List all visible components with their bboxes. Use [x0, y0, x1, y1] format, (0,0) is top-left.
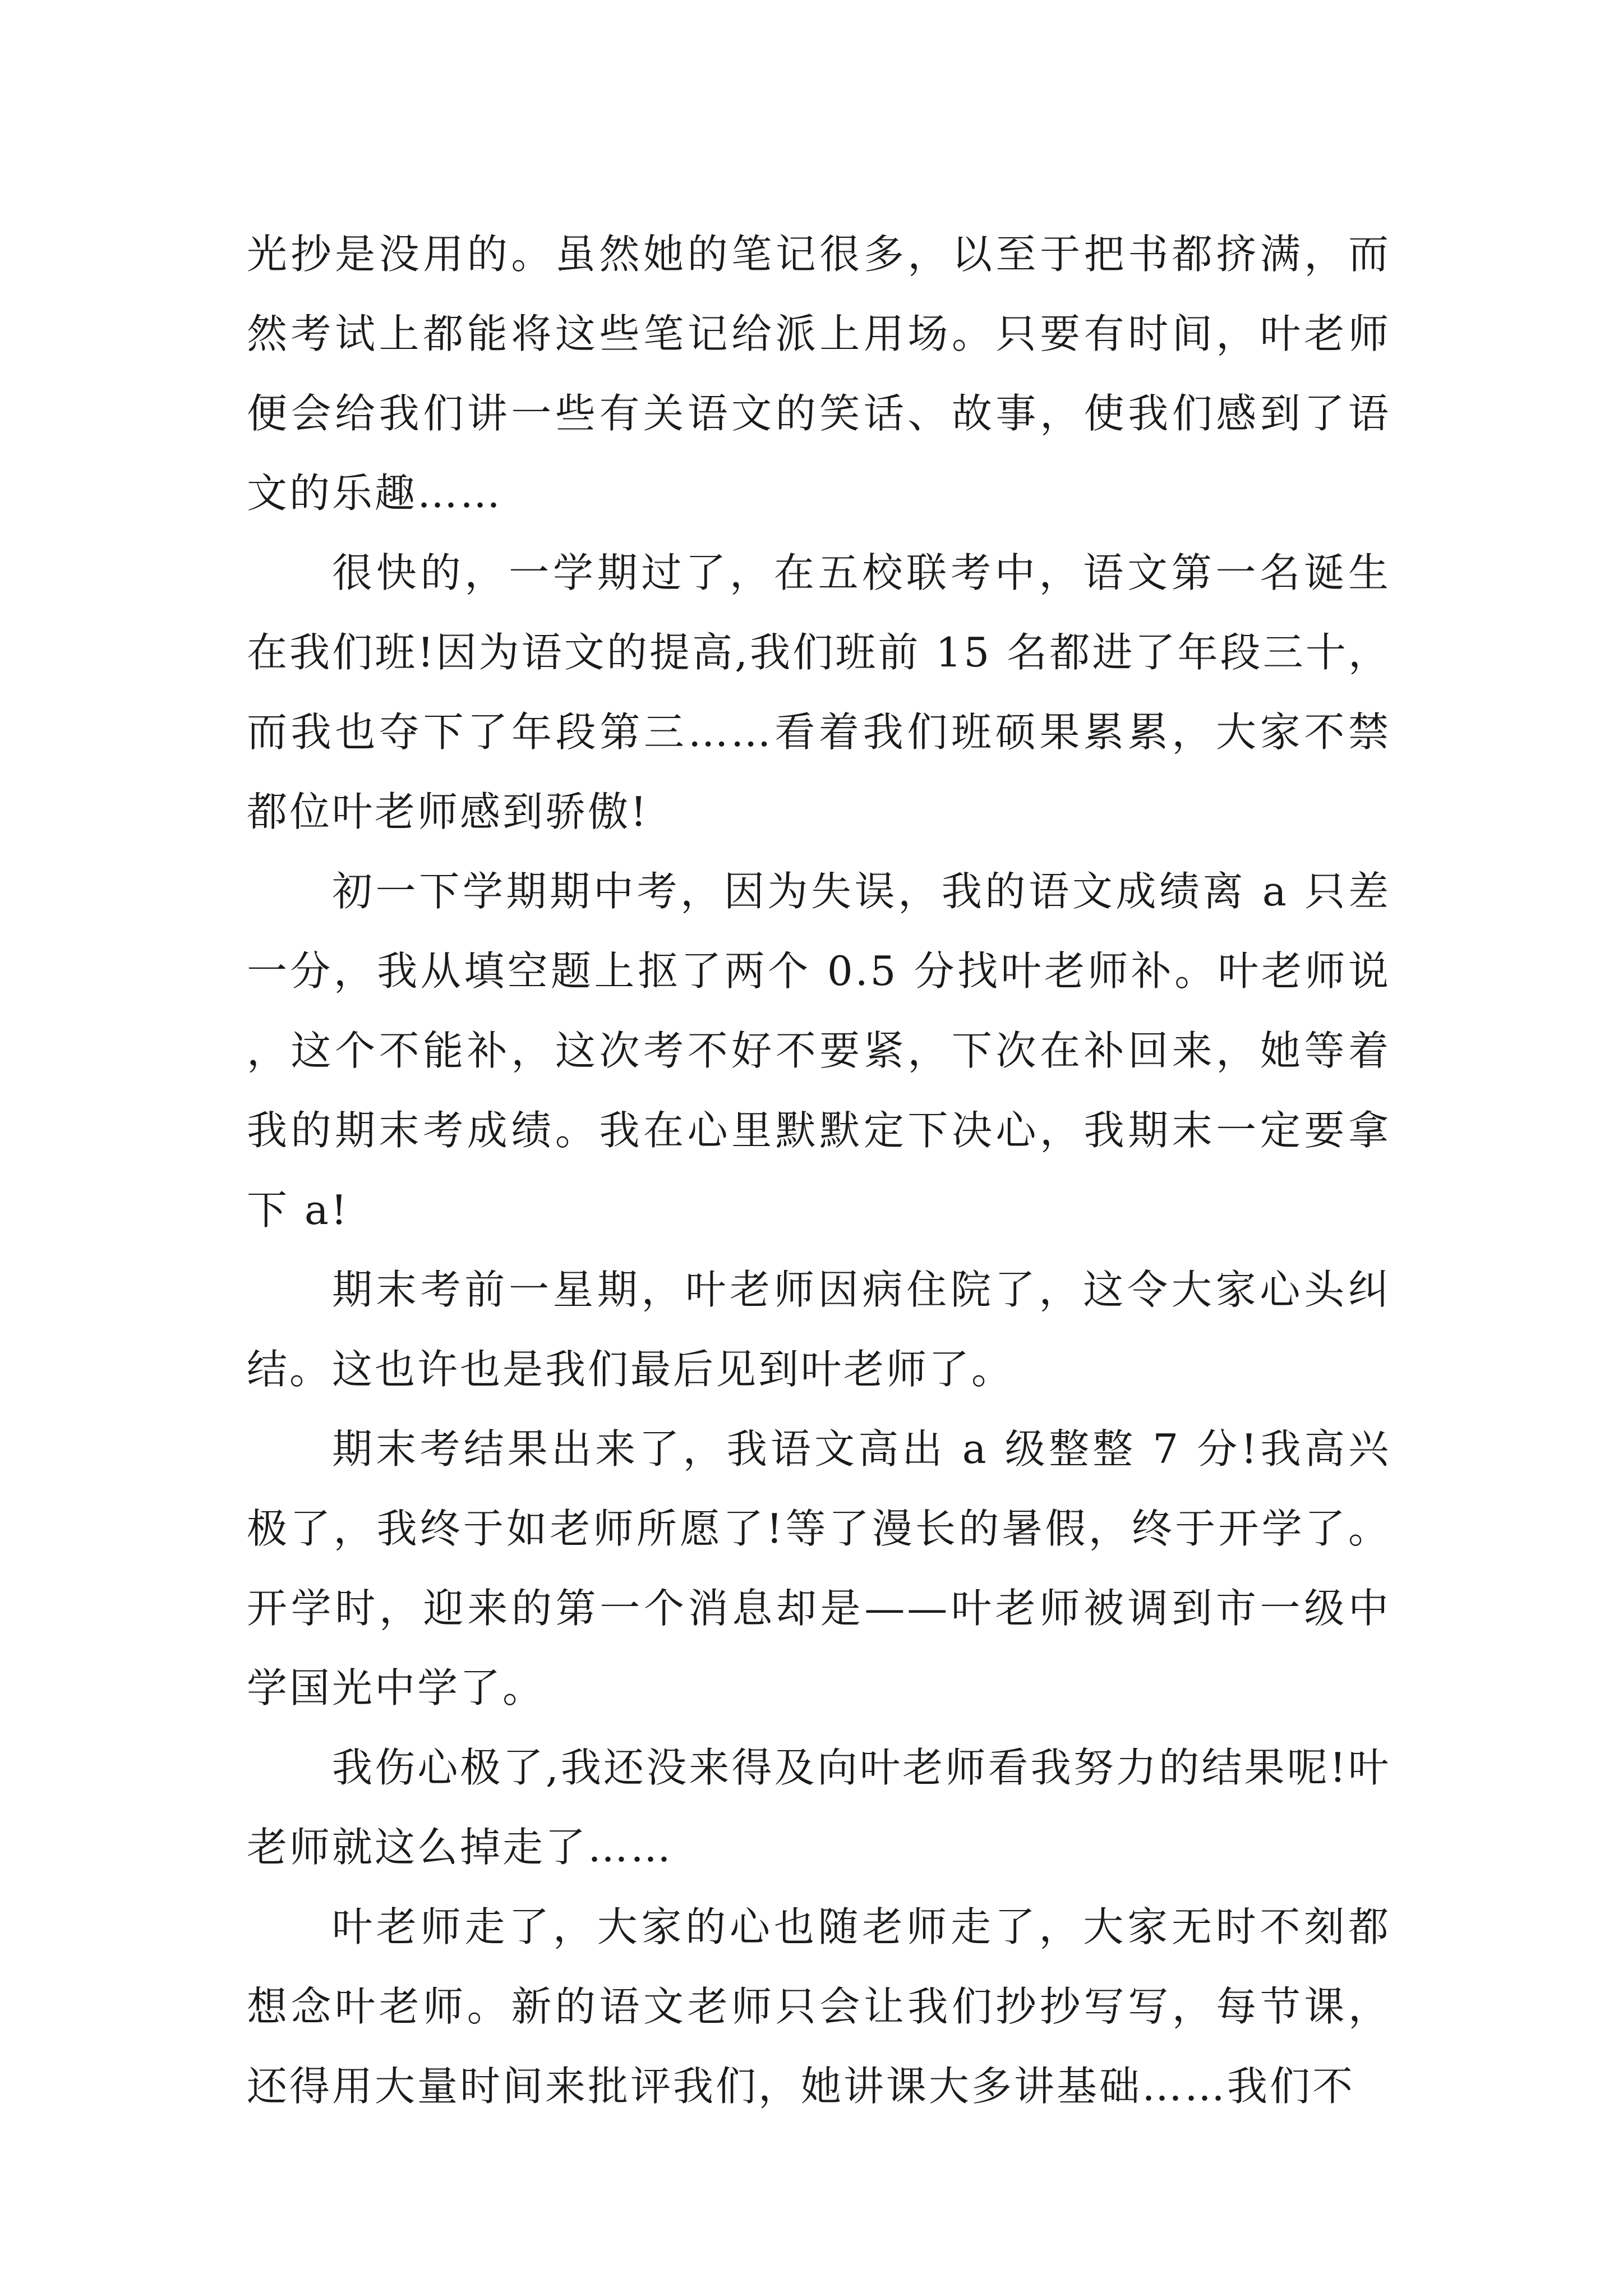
paragraph: 光抄是没用的。虽然她的笔记很多，以至于把书都挤满，而然考试上都能将这些笔记给派上用场。只要有时间，叶老师便会给我们讲一些有关语文的笑话、故事，使我们感到了语文的乐趣…… [247, 231, 1391, 517]
paragraph: 期末考结果出来了，我语文高出 a 级整整 7 分!我高兴极了，我终于如老师所愿了!等了漫长的暑假，终于开学了。开学时，迎来的第一个消息却是——叶老师被调到市一级中学国光中学了。 [247, 1425, 1391, 1711]
paragraph: 叶老师走了，大家的心也随老师走了，大家无时不刻都想念叶老师。新的语文老师只会让我们抄抄写写，每节课，还得用大量时间来批评我们，她讲课大多讲基础……我们不 [247, 1903, 1391, 2110]
paragraph: 很快的，一学期过了，在五校联考中，语文第一名诞生在我们班!因为语文的提高,我们班前 15 名都进了年段三十，而我也夺下了年段第三……看着我们班硕果累累，大家不禁都位叶老师感到骄傲! [247, 549, 1391, 835]
document-body [247, 214, 1391, 2126]
paragraph: 初一下学期期中考，因为失误，我的语文成绩离 a 只差一分，我从填空题上抠了两个 0.5 分找叶老师补。叶老师说，这个不能补，这次考不好不要紧，下次在补回来，她等着我的期末考成绩。我在心里默默定下决心，我期末一定要拿下 a! [247, 868, 1391, 1234]
paragraph: 我伤心极了,我还没来得及向叶老师看我努力的结果呢!叶老师就这么掉走了…… [247, 1744, 1391, 1871]
paragraph: 期末考前一星期，叶老师因病住院了，这令大家心头纠结。这也许也是我们最后见到叶老师了。 [247, 1266, 1391, 1393]
